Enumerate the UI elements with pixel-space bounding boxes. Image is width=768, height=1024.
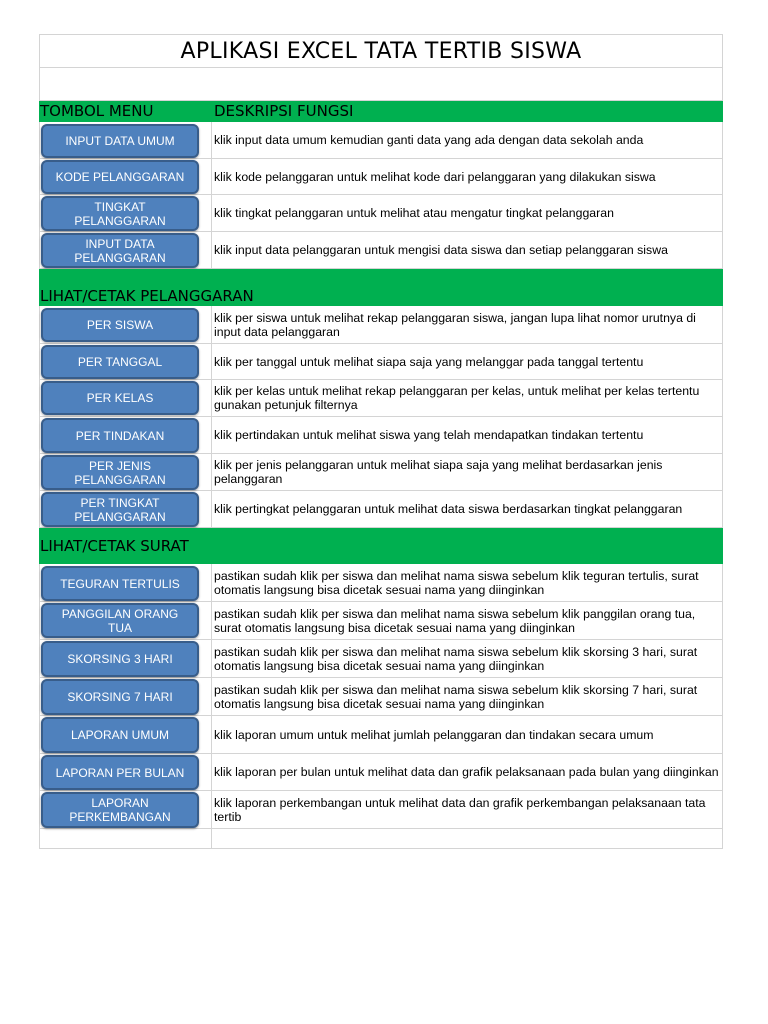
row-description: klik per jenis pelanggaran untuk melihat siapa saja yang melihat berdasarkan jenis pelanggaran [214, 458, 663, 486]
row-description: klik pertindakan untuk melihat siswa yang telah mendapatkan tindakan tertentu [214, 428, 644, 442]
row-description: klik input data umum kemudian ganti data yang ada dengan data sekolah anda [214, 133, 644, 147]
table-row [39, 159, 723, 195]
laporan-umum-button[interactable]: LAPORAN UMUM [41, 717, 199, 753]
row-description: pastikan sudah klik per siswa dan melihat nama siswa sebelum klik teguran tertulis, surat otomatis langsung bisa dicetak sesuai nama yang diinginkan [214, 568, 699, 597]
table-row [39, 754, 723, 791]
laporan-per-bulan-button[interactable]: LAPORAN PER BULAN [41, 755, 199, 790]
tingkat-pelanggaran-button[interactable]: TINGKAT PELANGGARAN [41, 196, 199, 231]
blank-row [39, 68, 723, 101]
row-description: klik pertingkat pelanggaran untuk melihat data siswa berdasarkan tingkat pelanggaran [214, 502, 683, 516]
skorsing-7-hari-button[interactable]: SKORSING 7 HARI [41, 679, 199, 715]
skorsing-3-hari-button[interactable]: SKORSING 3 HARI [41, 641, 199, 677]
section-row-surat [39, 528, 723, 564]
section-title-surat: LIHAT/CETAK SURAT [40, 537, 189, 555]
row-description: klik per tanggal untuk melihat siapa saja yang melanggar pada tanggal tertentu [214, 354, 644, 369]
table-row [39, 380, 723, 417]
row-description: pastikan sudah klik per siswa dan melihat nama siswa sebelum klik skorsing 3 hari, surat otomatis langsung bisa dicetak sesuai nama yang diinginkan [214, 644, 698, 673]
row-description: klik per siswa untuk melihat rekap pelanggaran siswa, jangan lupa lihat nomor urutnya di input data pelanggaran [214, 310, 696, 339]
section-row-pelanggaran [39, 269, 723, 306]
header-deskripsi-fungsi: DESKRIPSI FUNGSI [214, 102, 354, 120]
row-description: klik laporan perkembangan untuk melihat data dan grafik perkembangan pelaksanaan tata tertib [214, 795, 706, 824]
row-description: klik kode pelanggaran untuk melihat kode dari pelanggaran yang dilakukan siswa [214, 169, 656, 184]
input-data-umum-button[interactable]: INPUT DATA UMUM [41, 124, 199, 158]
table-row-empty [39, 829, 723, 849]
table-row [39, 491, 723, 528]
row-description: pastikan sudah klik per siswa dan melihat nama siswa sebelum klik panggilan orang tua, surat otomatis langsung bisa dicetak sesuai nama yang diinginkan [214, 606, 696, 635]
row-description: klik tingkat pelanggaran untuk melihat atau mengatur tingkat pelanggaran [214, 206, 614, 220]
row-description: klik laporan umum untuk melihat jumlah pelanggaran dan tindakan secara umum [214, 727, 654, 742]
laporan-perkembangan-button[interactable]: LAPORAN PERKEMBANGAN [41, 792, 199, 828]
per-siswa-button[interactable]: PER SISWA [41, 308, 199, 342]
table-row [39, 791, 723, 829]
table-row [39, 417, 723, 454]
table-row [39, 232, 723, 269]
row-description: klik per kelas untuk melihat rekap pelanggaran per kelas, untuk melihat per kelas tertentu gunakan petunjuk filternya [214, 384, 700, 412]
kode-pelanggaran-button[interactable]: KODE PELANGGARAN [41, 160, 199, 194]
table-row [39, 640, 723, 678]
table-row [39, 564, 723, 602]
table-row [39, 602, 723, 640]
title-row [39, 34, 723, 68]
table-row [39, 195, 723, 232]
header-row [39, 101, 723, 122]
teguran-tertulis-button[interactable]: TEGURAN TERTULIS [41, 566, 199, 601]
table-row [39, 678, 723, 716]
panggilan-orang-tua-button[interactable]: PANGGILAN ORANG TUA [41, 603, 199, 638]
table-row [39, 306, 723, 344]
row-description: klik input data pelanggaran untuk mengisi data siswa dan setiap pelanggaran siswa [214, 243, 668, 257]
table-row [39, 344, 723, 380]
table-row [39, 122, 723, 159]
table-row [39, 454, 723, 491]
input-data-pelanggaran-button[interactable]: INPUT DATA PELANGGARAN [41, 233, 199, 268]
page-title: APLIKASI EXCEL TATA TERTIB SISWA [180, 39, 582, 64]
header-tombol-menu: TOMBOL MENU [40, 102, 154, 120]
row-description: klik laporan per bulan untuk melihat data dan grafik pelaksanaan pada bulan yang diinginkan [214, 765, 719, 779]
row-description: pastikan sudah klik per siswa dan melihat nama siswa sebelum klik skorsing 7 hari, surat otomatis langsung bisa dicetak sesuai nama yang diinginkan [214, 682, 698, 711]
section-title-pelanggaran: LIHAT/CETAK PELANGGARAN [40, 287, 254, 305]
per-jenis-pelanggaran-button[interactable]: PER JENIS PELANGGARAN [41, 455, 199, 490]
per-tingkat-pelanggaran-button[interactable]: PER TINGKAT PELANGGARAN [41, 492, 199, 527]
per-tanggal-button[interactable]: PER TANGGAL [41, 345, 199, 379]
per-tindakan-button[interactable]: PER TINDAKAN [41, 418, 199, 453]
table-row [39, 716, 723, 754]
per-kelas-button[interactable]: PER KELAS [41, 381, 199, 415]
